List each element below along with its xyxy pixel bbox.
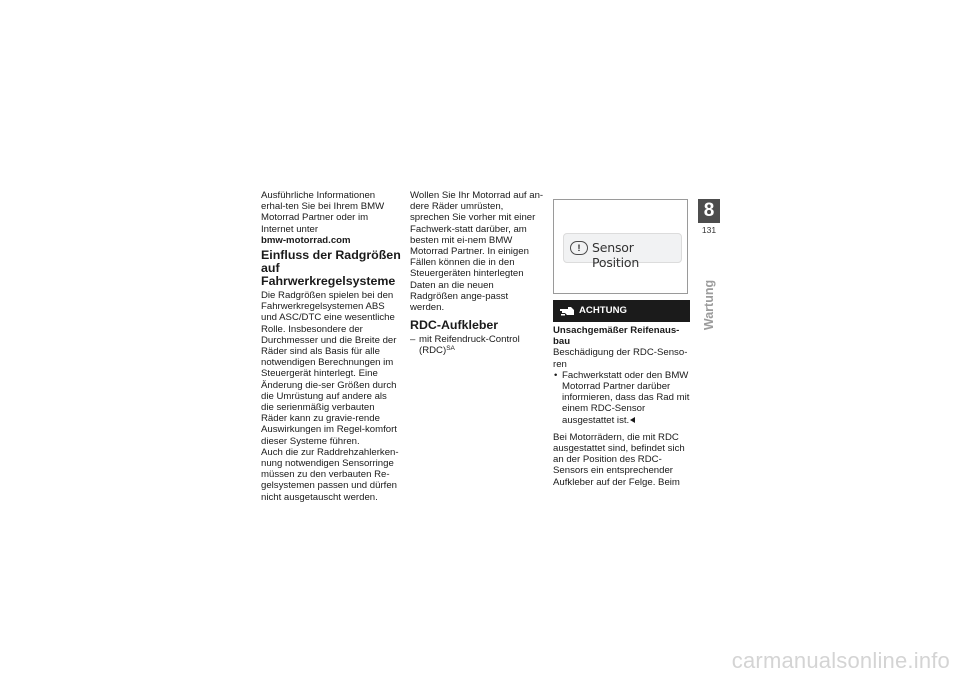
paragraph-sensorringe: Auch die zur Raddrehzahlerken-nung notwendigen Sensorringe müssen zu den verbauten Re-gelsystemen passen und dürfen nicht ausgetauscht werden.: [261, 446, 399, 503]
tft-display-message: [563, 233, 682, 270]
text-column-2: [410, 190, 544, 357]
paragraph-rdc-aufkleber: Bei Motorrädern, die mit RDC ausgestattet sind, befindet sich an der Position des RDC-Sensors ein entsprechender Aufkleber auf der Felge. Beim: [553, 431, 685, 488]
website-link[interactable]: bmw-motorrad.com: [261, 234, 351, 246]
list-item-text: mit Reifendruck-Control (RDC): [419, 334, 520, 357]
text-column-1: [261, 190, 401, 503]
warning-header: [553, 300, 690, 322]
warning-consequence: Beschädigung der RDC-Senso-ren: [553, 347, 688, 370]
intro-text: Ausführliche Informationen erhal-ten Sie bei Ihrem BMW Motorrad Partner oder im Internet unter: [261, 190, 385, 235]
paragraph-umruesten: Wollen Sie Ihr Motorrad auf an-dere Räder umrüsten, sprechen Sie vorher mit einer Fachwerk-statt darüber, am besten mit ei-nem BMW Motorrad Partner. In einigen Fällen können die in den Steuergeräten hinterlegten Daten an die neuen Radgrößen ange-passt werden.: [410, 190, 544, 314]
watermark-text: carmanualsonline.info: [731, 648, 950, 673]
warning-exclamation-icon: !: [570, 241, 588, 255]
list-dash-marker: –: [410, 334, 416, 346]
option-superscript: SA: [446, 345, 455, 353]
paragraph-radgroessen: Die Radgrößen spielen bei den Fahrwerkregelsystemen ABS und ASC/DTC eine wesentliche Rolle. Insbesondere der Durchmesser und die Breite der Räder sind als Basis für alle notwendigen Berechnungen im Steuergerät hinterlegt. Eine Änderung die-ser Größen durch die Umrüstung auf andere als die serienmäßig verbauten Räder kann zu gravie-rende Auswirkungen im Regel-komfort dieser Systeme führen.: [261, 290, 397, 447]
warning-title: Unsachgemäßer Reifenaus-bau: [553, 325, 680, 348]
end-of-warning-icon: [630, 417, 635, 423]
sensor-position-figure: [553, 199, 688, 294]
warning-instruction: [553, 370, 690, 426]
text-column-3: [553, 199, 690, 488]
bullet-marker: •: [554, 369, 558, 381]
chapter-title-vertical: [689, 275, 729, 335]
warning-instruction-text: Fachwerkstatt oder den BMW Motorrad Partner darüber informieren, dass das Rad mit einem RDC-Sensor ausgestattet ist.: [562, 369, 690, 426]
page-number: 131: [701, 225, 717, 235]
chapter-number-badge: 8: [698, 199, 720, 223]
warning-label: ACHTUNG: [579, 305, 627, 316]
section-heading-rdc-aufkleber: RDC-Aufkleber: [410, 318, 499, 333]
list-item: [410, 334, 544, 356]
hand-warning-icon: [559, 305, 575, 317]
section-heading-radgroessen: Einfluss der Radgrößen auf Fahrwerkregelsysteme: [261, 248, 401, 289]
display-message-text: Sensor Position: [592, 240, 640, 270]
chapter-title-text: Wartung: [702, 279, 716, 331]
